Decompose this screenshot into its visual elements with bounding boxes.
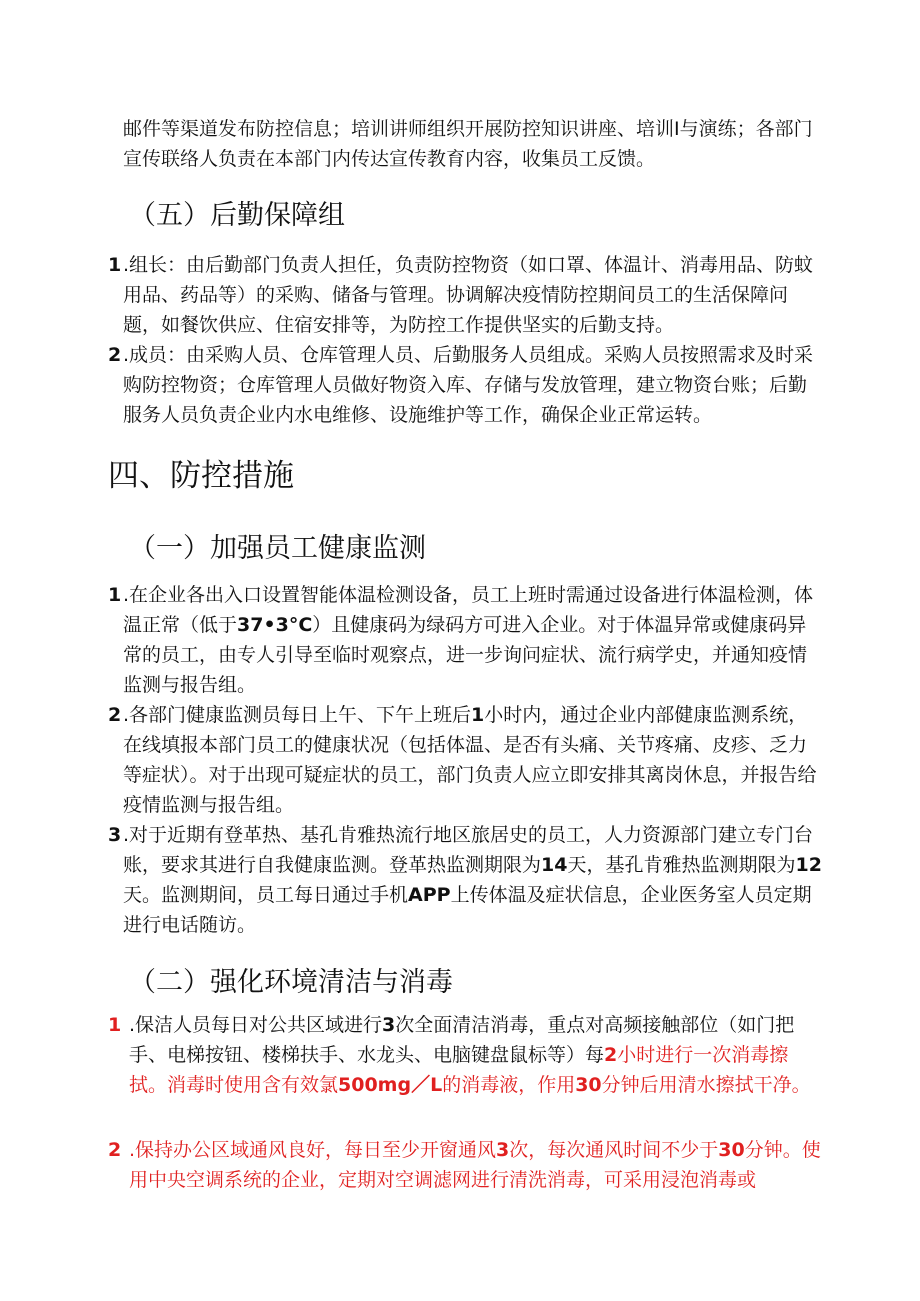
list-item [108, 700, 824, 820]
intro-paragraph: 邮件等渠道发布防控信息；培训讲师组织开展防控知识讲座、培训Ⅰ与演练；各部门宣传联络人负责在本部门内传达宣传教育内容，收集员工反馈。 [123, 118, 813, 170]
item-text: .在企业各出入口设置智能体温检测设备，员工上班时需通过设备进行体温检测，体温正常（低于37•3°C）且健康码为绿码方可进入企业。对于体温异常或健康码异常的员工，由专人引导至临时观察点，进一步询问症状、流行病学史，并通知疫情监测与报告组。 [123, 584, 814, 696]
section-2-heading: （二）强化环境清洁与消毒 [129, 967, 453, 998]
list-item [108, 580, 824, 700]
section-5-heading: （五）后勤保障组 [129, 200, 345, 231]
list-item [108, 1010, 824, 1100]
list-item [108, 1135, 824, 1195]
item-text: .组长：由后勤部门负责人担任，负责防控物资（如口罩、体温计、消毒用品、防蚊用品、药品等）的采购、储备与管理。协调解决疫情防控期间员工的生活保障问题，如餐饮供应、住宿安排等，为防控工作提供坚实的后勤支持。 [123, 254, 814, 336]
list-item [108, 250, 824, 340]
item-text: .各部门健康监测员每日上午、下午上班后1小时内，通过企业内部健康监测系统，在线填报本部门员工的健康状况（包括体温、是否有头痛、关节疼痛、皮疹、乏力等症状）。对于出现可疑症状的员工，部门负责人应立即安排其离岗休息，并报告给疫情监测与报告组。 [123, 704, 817, 816]
item-text: .对于近期有登革热、基孔肯雅热流行地区旅居史的员工，人力资源部门建立专门台账，要求其进行自我健康监测。登革热监测期限为14天，基孔肯雅热监测期限为12天。监测期间，员工每日通过手机APP上传体温及症状信息，企业医务室人员定期进行电话随访。 [123, 824, 822, 936]
chapter-4-heading: 四、防控措施 [108, 458, 294, 494]
item-number: 1 [108, 1014, 122, 1036]
item-text: .成员：由采购人员、仓库管理人员、后勤服务人员组成。采购人员按照需求及时采购防控物资；仓库管理人员做好物资入库、存储与发放管理，建立物资台账；后勤服务人员负责企业内水电维修、设施维护等工作，确保企业正常运转。 [123, 344, 814, 426]
item-number: 2 [108, 1139, 122, 1161]
item-number: 2 [108, 344, 122, 366]
item-text: .保洁人员每日对公共区域进行3次全面清洁消毒，重点对高频接触部位（如门把手、电梯按钮、楼梯扶手、水龙头、电脑键盘鼠标等）每2小时进行一次消毒擦拭。消毒时使用含有效氯500mg／L的消毒液，作用30分钟后用清水擦拭干净。 [129, 1014, 811, 1096]
item-number: 3 [108, 824, 122, 846]
list-item [108, 820, 824, 940]
section-1-heading: （一）加强员工健康监测 [129, 533, 426, 564]
item-number: 1 [108, 254, 122, 276]
list-item [108, 340, 824, 430]
item-text: .保持办公区域通风良好，每日至少开窗通风3次，每次通风时间不少于30分钟。使用中央空调系统的企业，定期对空调滤网进行清洗消毒，可采用浸泡消毒或 [129, 1139, 821, 1191]
item-number: 1 [108, 584, 122, 606]
item-number: 2 [108, 704, 122, 726]
